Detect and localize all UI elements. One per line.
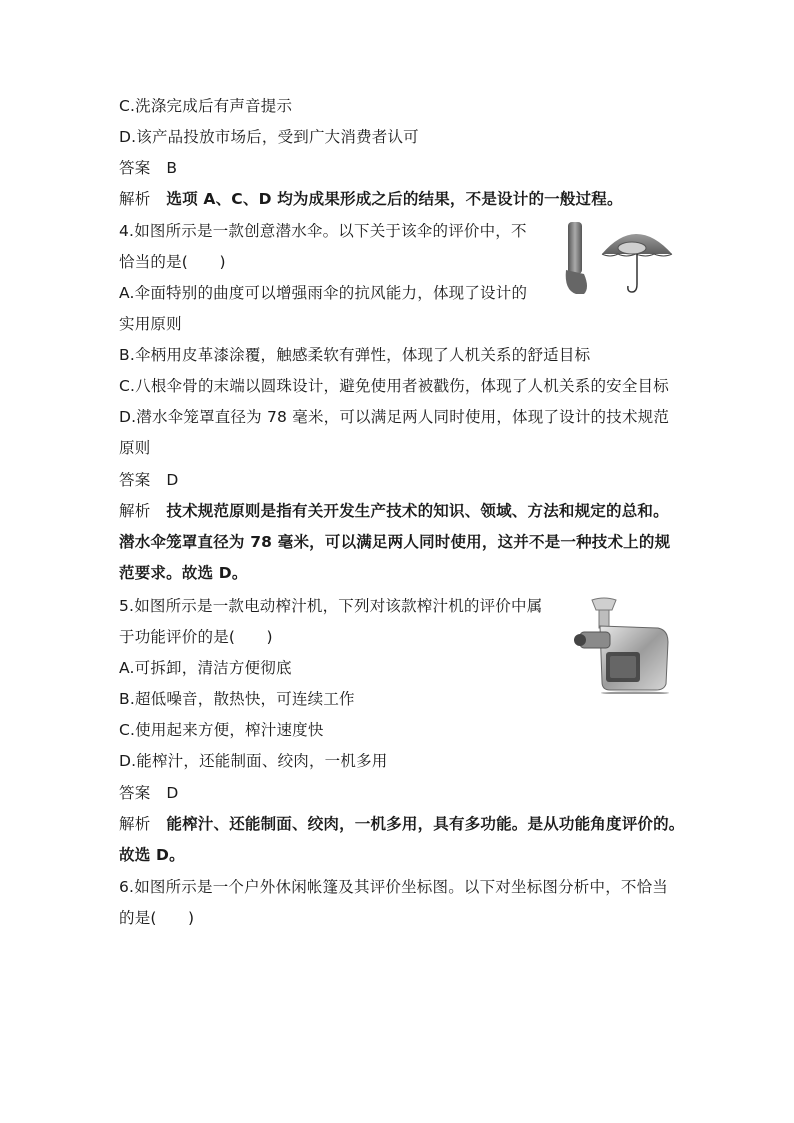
q4-option-d-line1: D.潜水伞笼罩直径为 78 毫米，可以满足两人同时使用，体现了设计的技术规范 xyxy=(119,408,670,426)
q4-option-a-line1: A.伞面特别的曲度可以增强雨伞的抗风能力，体现了设计的 xyxy=(119,284,528,302)
q4-option-a-line2: 实用原则 xyxy=(119,315,182,333)
q5-option-b: B.超低噪音，散热快，可连续工作 xyxy=(119,690,355,708)
analysis-text: 选项 A、C、D 均为成果形成之后的结果，不是设计的一般过程。 xyxy=(166,190,623,208)
answer-value: B xyxy=(166,159,178,177)
q3-option-c: C.洗涤完成后有声音提示 xyxy=(119,97,293,115)
q5-option-d: D.能榨汁，还能制面、绞肉，一机多用 xyxy=(119,752,388,770)
analysis-text: 技术规范原则是指有关开发生产技术的知识、领域、方法和规定的总和。 xyxy=(166,502,669,520)
q4-option-b: B.伞柄用皮革漆涂覆，触感柔软有弹性，体现了人机关系的舒适目标 xyxy=(119,346,591,364)
analysis-text: 能榨汁、还能制面、绞肉，一机多用，具有多功能。是从功能角度评价的。 xyxy=(166,815,685,833)
q3-answer xyxy=(119,158,177,178)
umbrella-image xyxy=(560,218,676,298)
analysis-label: 解析 xyxy=(119,815,151,833)
q4-stem-line2: 恰当的是( ) xyxy=(119,253,226,271)
answer-label: 答案 xyxy=(119,784,151,802)
q4-option-d-line2: 原则 xyxy=(119,439,151,457)
q5-option-a: A.可拆卸，清洁方便彻底 xyxy=(119,659,292,677)
q3-analysis xyxy=(119,189,623,209)
juicer-image xyxy=(570,596,672,694)
q5-stem-line1: 5.如图所示是一款电动榨汁机，下列对该款榨汁机的评价中属 xyxy=(119,597,543,615)
q5-analysis-line1 xyxy=(119,814,685,834)
q5-option-c: C.使用起来方便，榨汁速度快 xyxy=(119,721,324,739)
analysis-label: 解析 xyxy=(119,190,151,208)
answer-value: D xyxy=(166,471,179,489)
analysis-label: 解析 xyxy=(119,502,151,520)
q4-stem-line1: 4.如图所示是一款创意潜水伞。以下关于该伞的评价中，不 xyxy=(119,222,527,240)
q4-analysis-line3: 范要求。故选 D。 xyxy=(119,564,248,582)
q5-stem-line2: 于功能评价的是( ) xyxy=(119,628,273,646)
answer-label: 答案 xyxy=(119,471,151,489)
q4-answer xyxy=(119,470,179,490)
q5-analysis-line2: 故选 D。 xyxy=(119,846,185,864)
q4-analysis-line1 xyxy=(119,501,669,521)
q6-stem-line2: 的是( ) xyxy=(119,909,195,927)
q6-stem-line1: 6.如图所示是一个户外休闲帐篷及其评价坐标图。以下对坐标图分析中，不恰当 xyxy=(119,878,668,896)
answer-value: D xyxy=(166,784,179,802)
answer-label: 答案 xyxy=(119,159,151,177)
q5-answer xyxy=(119,783,179,803)
q3-option-d: D.该产品投放市场后，受到广大消费者认可 xyxy=(119,128,419,146)
q4-analysis-line2: 潜水伞笼罩直径为 78 毫米，可以满足两人同时使用，这并不是一种技术上的规 xyxy=(119,533,671,551)
q4-option-c: C.八根伞骨的末端以圆珠设计，避免使用者被戳伤，体现了人机关系的安全目标 xyxy=(119,377,669,395)
